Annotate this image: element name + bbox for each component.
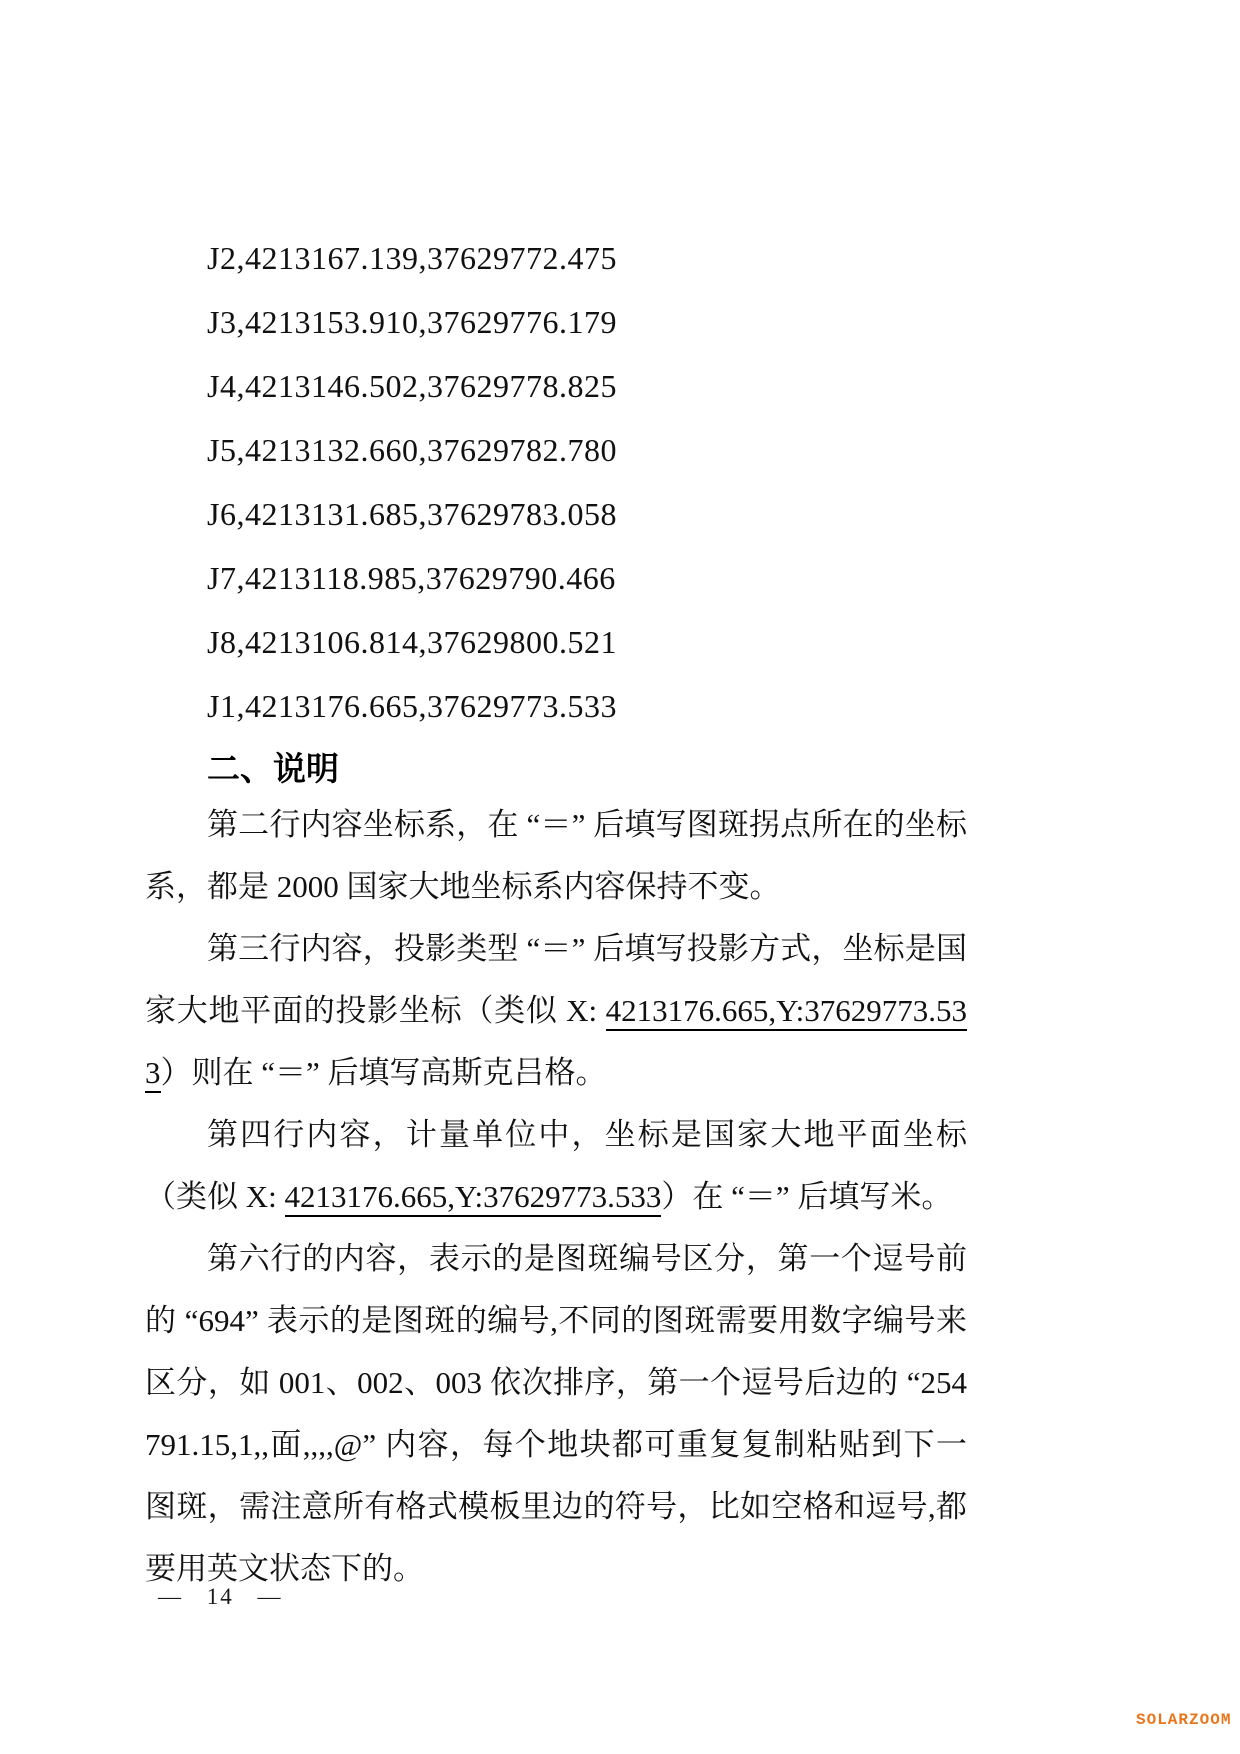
coordinate-list (145, 226, 967, 738)
paragraph (145, 794, 967, 918)
paragraph (145, 1228, 967, 1600)
page-number: — 14 — (158, 1584, 283, 1609)
coordinate-line: J6,4213131.685,37629783.058 (207, 496, 617, 532)
coordinate-line: J7,4213118.985,37629790.466 (207, 560, 616, 596)
coordinate-line: J4,4213146.502,37629778.825 (207, 368, 617, 404)
body-paragraphs (145, 794, 967, 1600)
coordinate-line: J5,4213132.660,37629782.780 (207, 432, 617, 468)
coordinate-line: J3,4213153.910,37629776.179 (207, 304, 617, 340)
coordinate-line: J2,4213167.139,37629772.475 (207, 240, 617, 276)
section-heading: 二、说明 (207, 750, 339, 787)
paragraph-text: 第四行内容，计量单位中，坐标是国家大地平面坐标（类似 X: (145, 1117, 967, 1214)
underlined-coordinate: 4213176.665,Y:37629773.533 (285, 1179, 662, 1217)
paragraph-text: ）则在 “＝” 后填写高斯克吕格。 (160, 1055, 607, 1090)
paragraph-text: ）在 “＝” 后填写米。 (661, 1179, 953, 1214)
watermark: SOLARZOOM (1136, 1711, 1232, 1729)
paragraph-text: 第二行内容坐标系，在 “＝” 后填写图斑拐点所在的坐标系，都是 2000 国家大地坐标系内容保持不变。 (145, 807, 967, 904)
paragraph (145, 1104, 967, 1228)
underlined-coordinate: 4213176.665,Y:37629773.533 (145, 993, 967, 1093)
paragraph-text: 第六行的内容，表示的是图斑编号区分，第一个逗号前的 “694” 表示的是图斑的编号,不同的图斑需要用数字编号来区分，如 001、002、003 依次排序，第一个逗号后边的 “254791.15,1,,面,,,,@” 内容，每个地块都可重复复制粘贴到下一图斑，需注意所有格式模板里边的符号，比如空格和逗号,都要用英文状态下的。 (145, 1241, 967, 1586)
coordinate-line: J1,4213176.665,37629773.533 (207, 688, 617, 724)
page-content (145, 226, 967, 1600)
paragraph (145, 918, 967, 1104)
paragraph-text: 第三行内容，投影类型 “＝” 后填写投影方式，坐标是国家大地平面的投影坐标（类似 X: (145, 931, 967, 1028)
coordinate-line: J8,4213106.814,37629800.521 (207, 624, 617, 660)
